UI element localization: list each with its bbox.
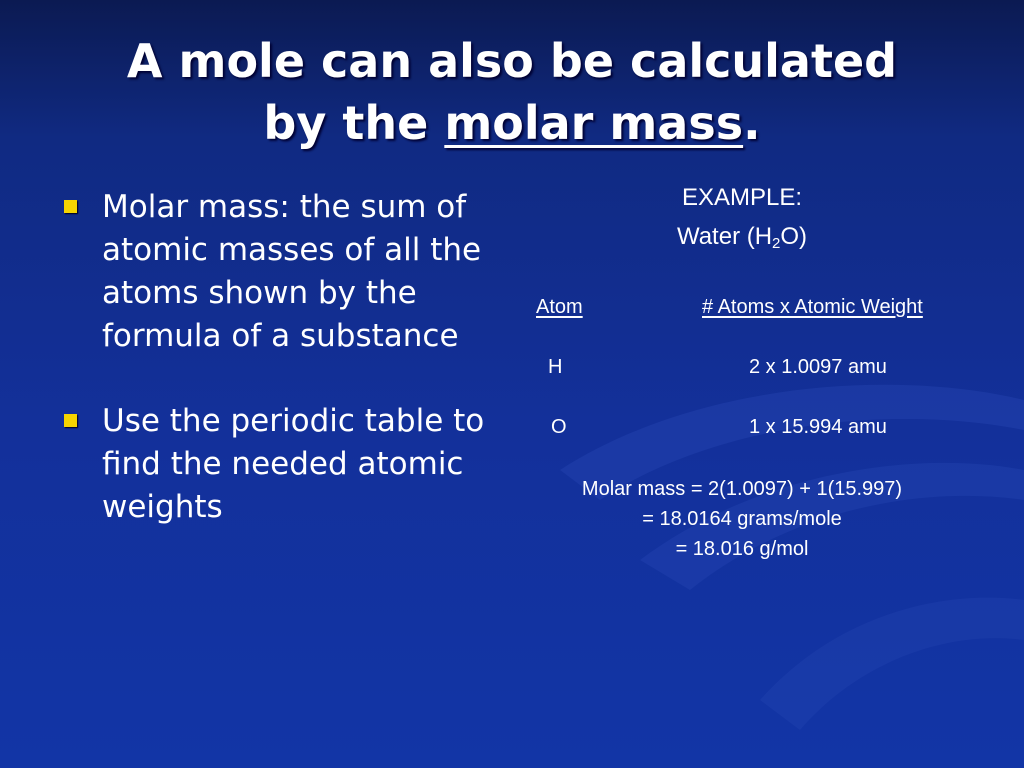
compound-suffix: O) [780, 223, 808, 250]
row-atom-o: O [551, 416, 567, 438]
square-bullet-icon [64, 200, 77, 213]
bullet-item [60, 186, 490, 358]
title-molar-mass-term: molar mass [444, 96, 744, 150]
compound-prefix: Water (H [676, 223, 773, 250]
molar-mass-result-grams: = 18.0164 grams/mole [642, 508, 842, 530]
slide-title [0, 30, 1024, 154]
title-period: . [743, 96, 761, 150]
title-line-2-prefix: by the [263, 96, 429, 150]
row-calc-h: 2 x 1.0097 amu [749, 356, 887, 378]
compound-subscript: 2 [772, 235, 781, 252]
row-atom-h: H [548, 356, 563, 378]
example-heading: EXAMPLE: [681, 184, 803, 211]
column-header-calculation: # Atoms x Atomic Weight [702, 296, 923, 318]
bullet-text: Use the periodic table to find the needed atomic weights [102, 403, 485, 525]
bullet-list [60, 186, 490, 571]
bullet-item [60, 400, 490, 529]
title-line-1: A mole can also be calculated [126, 34, 898, 88]
example-compound [530, 220, 954, 261]
square-bullet-icon [64, 414, 77, 427]
molar-mass-result-rounded: = 18.016 g/mol [675, 538, 809, 560]
row-calc-o: 1 x 15.994 amu [749, 416, 887, 438]
column-header-atom: Atom [536, 296, 583, 318]
bullet-text: Molar mass: the sum of atomic masses of all the atoms shown by the formula of a substance [102, 189, 482, 354]
molar-mass-equation: Molar mass = 2(1.0097) + 1(15.997) [581, 478, 903, 500]
